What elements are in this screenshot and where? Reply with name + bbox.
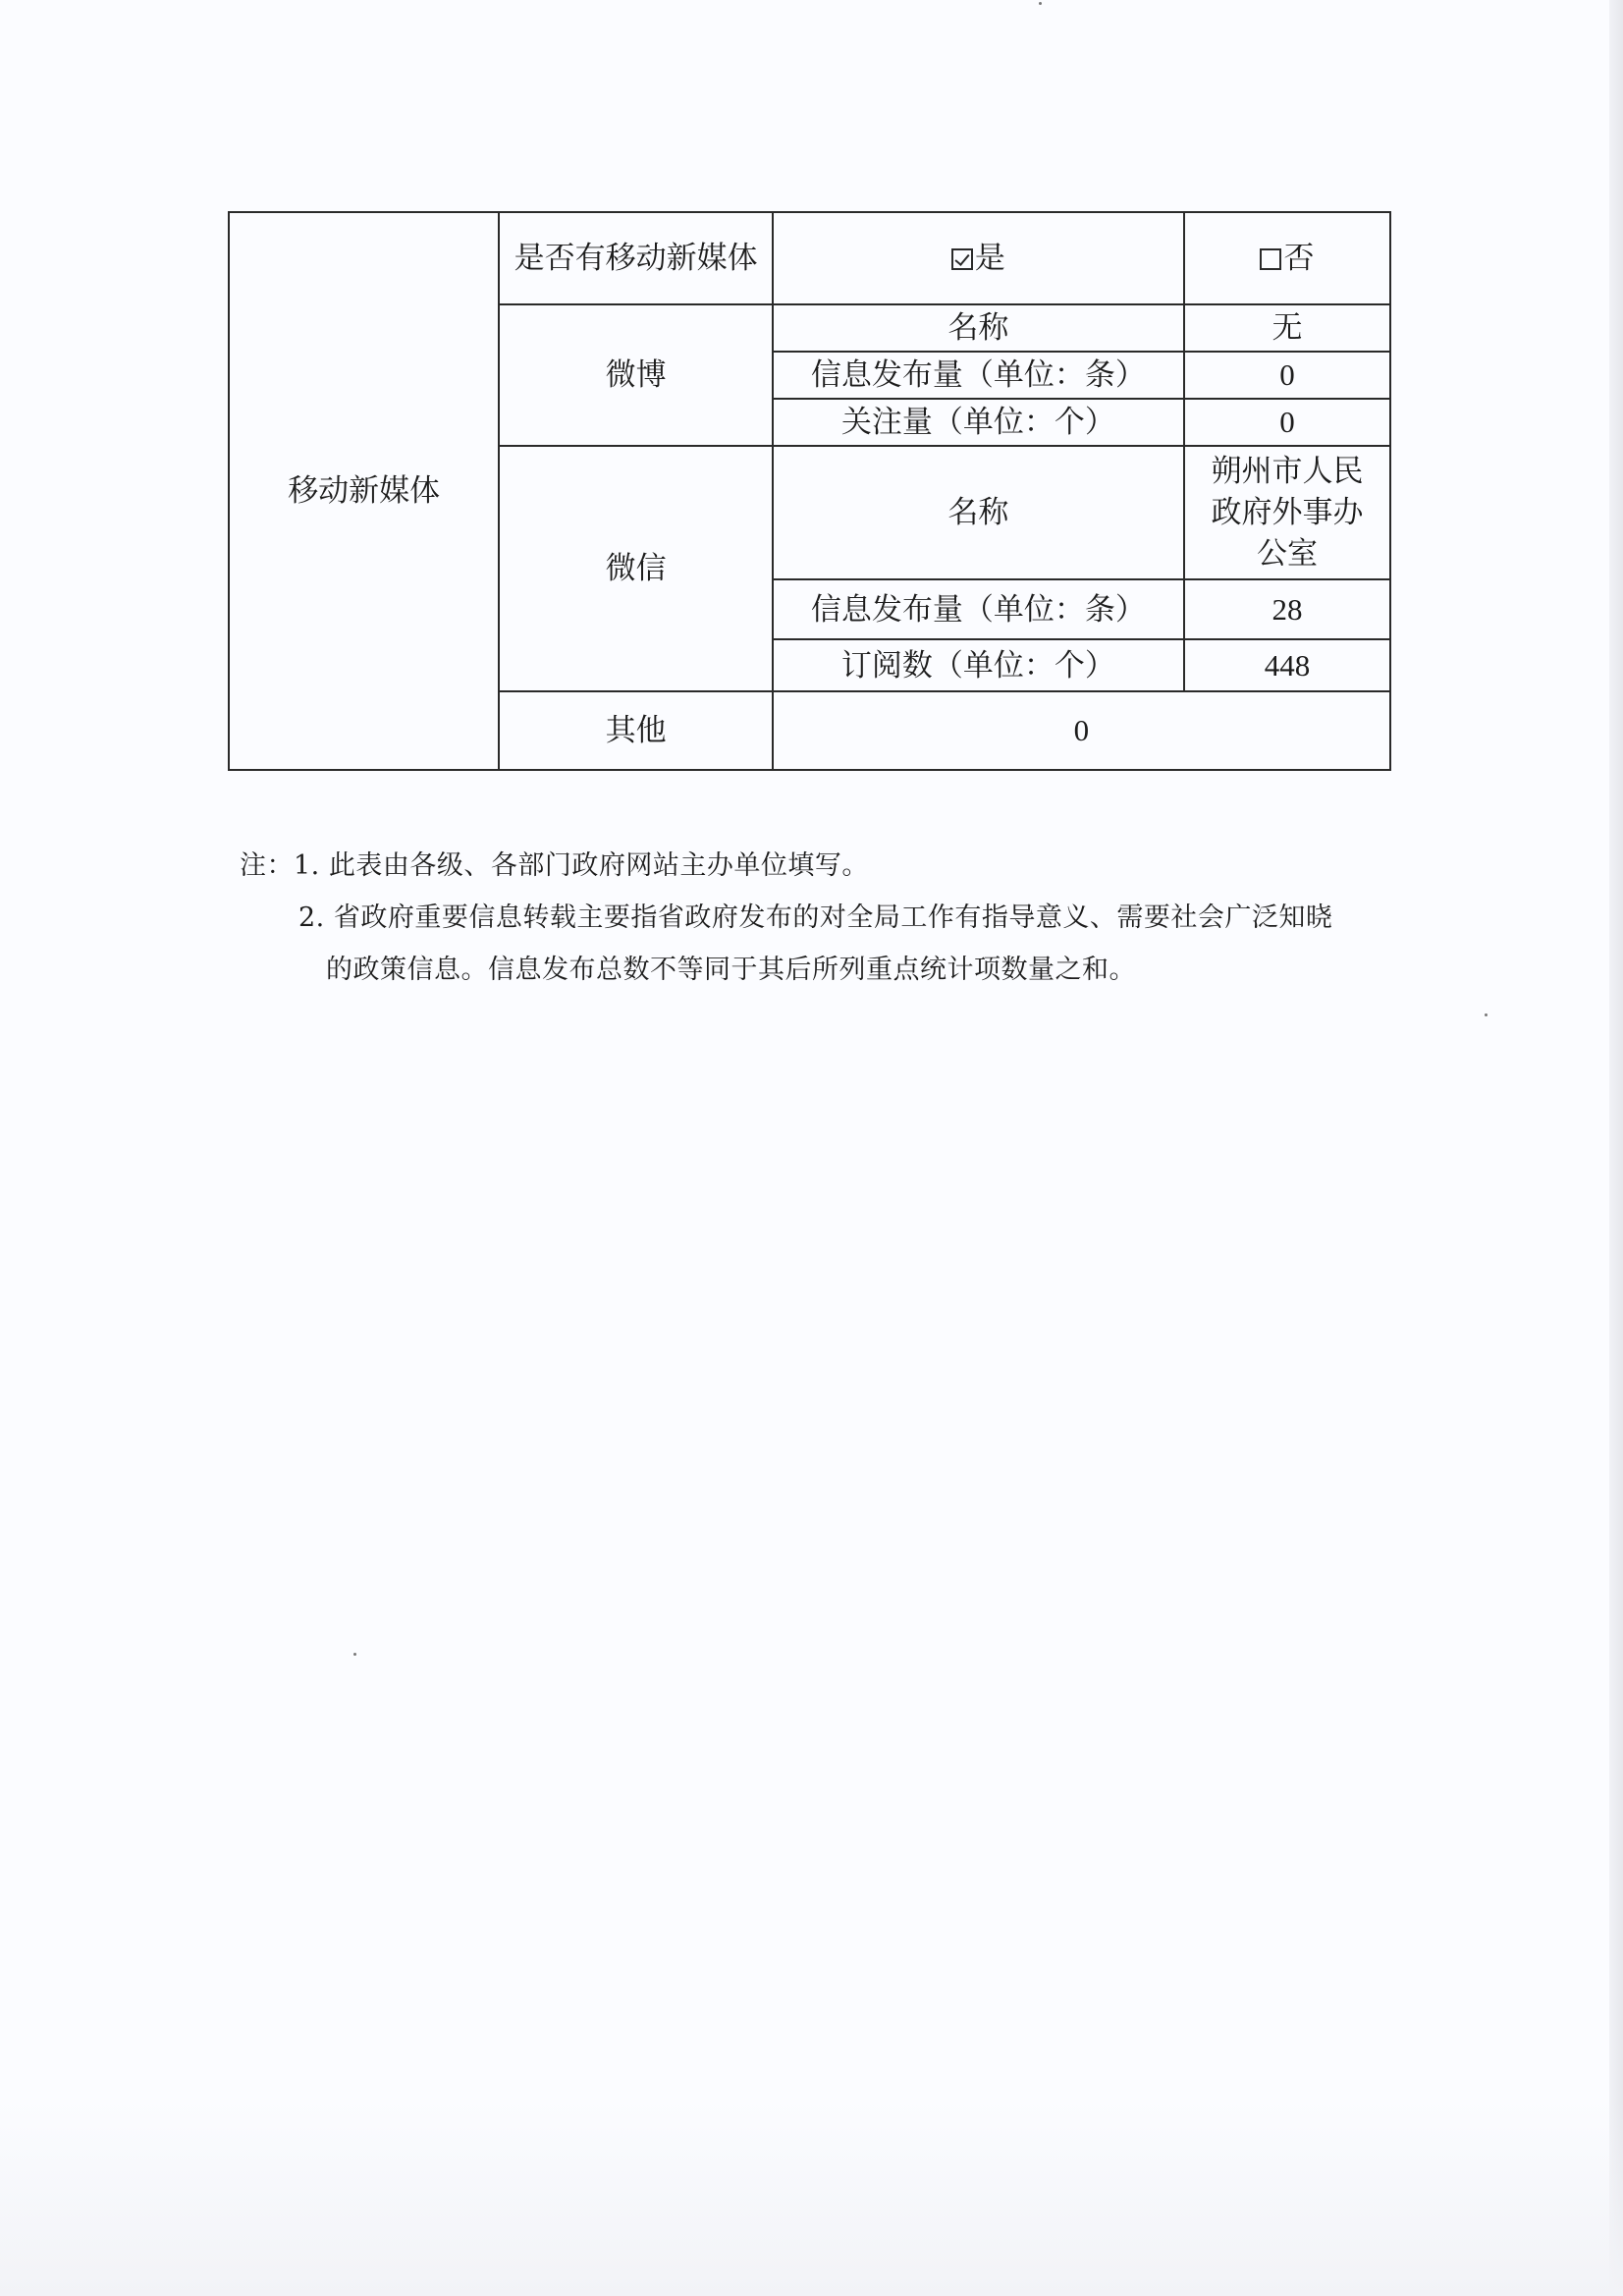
note-line-1 <box>240 840 1398 892</box>
has-media-question: 是否有移动新媒体 <box>514 241 758 276</box>
weibo-label-cell: 微博 <box>499 304 772 446</box>
no-label: 否 <box>1283 241 1315 276</box>
other-value-cell: 0 <box>773 691 1390 770</box>
wechat-subscribers-label: 订阅数（单位：个） <box>773 639 1184 691</box>
wechat-posts-value: 28 <box>1184 579 1390 639</box>
scan-speck <box>353 1653 356 1656</box>
mobile-media-table <box>228 211 1391 771</box>
wechat-posts-label: 信息发布量（单位：条） <box>773 579 1184 639</box>
note-prefix: 注： <box>240 850 294 881</box>
wechat-subscribers-value: 448 <box>1184 639 1390 691</box>
other-label-cell: 其他 <box>499 691 772 770</box>
note-item-1: 1. 此表由各级、各部门政府网站主办单位填写。 <box>294 850 869 881</box>
wechat-name-label: 名称 <box>773 446 1184 579</box>
yes-option-cell <box>773 212 1184 304</box>
section-label-cell: 移动新媒体 <box>229 212 499 770</box>
scan-speck <box>1039 2 1042 5</box>
weibo-posts-value: 0 <box>1184 352 1390 399</box>
weibo-posts-label: 信息发布量（单位：条） <box>773 352 1184 399</box>
no-option-cell <box>1184 212 1390 304</box>
note-line-3: 的政策信息。信息发布总数不等同于其后所列重点统计项数量之和。 <box>326 955 1136 985</box>
scan-speck <box>1485 1013 1488 1016</box>
has-media-question-cell <box>499 212 772 304</box>
yes-label: 是 <box>974 241 1005 276</box>
table-notes <box>240 840 1398 996</box>
weibo-followers-value: 0 <box>1184 399 1390 446</box>
wechat-name-value: 朔州市人民政府外事办公室 <box>1184 446 1390 579</box>
wechat-label-cell: 微信 <box>499 446 772 691</box>
weibo-followers-label: 关注量（单位：个） <box>773 399 1184 446</box>
empty-box-icon <box>1260 248 1281 270</box>
checked-box-icon <box>951 248 973 270</box>
weibo-name-value: 无 <box>1184 304 1390 352</box>
page-edge-shadow <box>1609 0 1623 2296</box>
note-line-2: 2. 省政府重要信息转载主要指省政府发布的对全局工作有指导意义、需要社会广泛知晓 <box>298 902 1333 933</box>
page-bottom-shading <box>0 2100 1623 2296</box>
weibo-name-label: 名称 <box>773 304 1184 352</box>
table-row <box>229 212 1390 304</box>
